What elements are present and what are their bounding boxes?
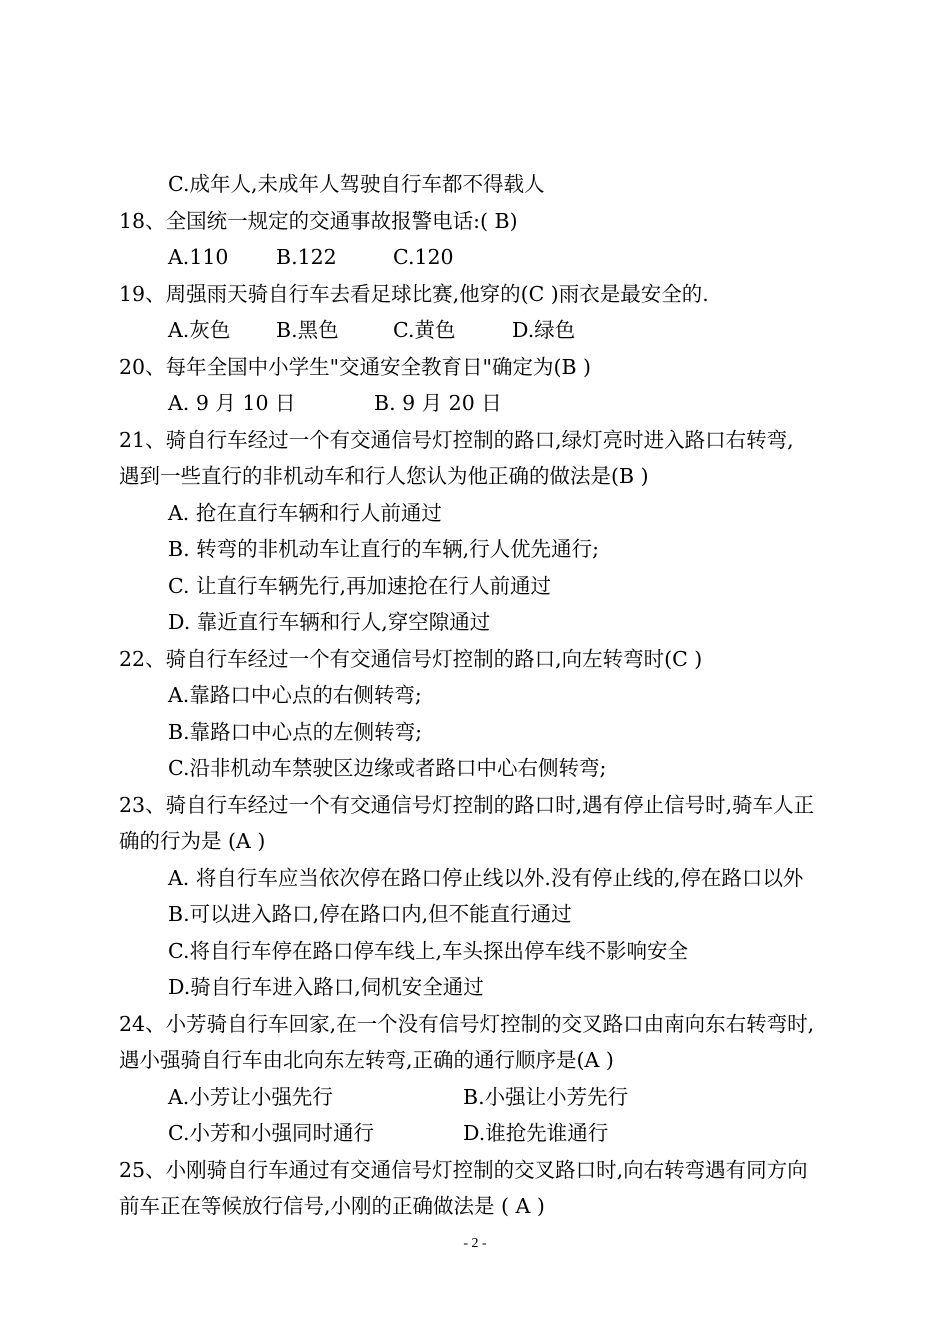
option-line: D.骑自行车进入路口,伺机安全通过 [168, 975, 484, 999]
question-line: 遇到一些直行的非机动车和行人您认为他正确的做法是(B ) [119, 464, 649, 488]
question-line: 25、小刚骑自行车通过有交通信号灯控制的交叉路口时,向右转弯遇有同方向 [119, 1157, 808, 1182]
question-line: 18、全国统一规定的交通事故报警电话:( B) [119, 208, 518, 233]
option-cell: A.110 [168, 245, 229, 269]
option-line: B.靠路口中心点的左侧转弯; [168, 719, 422, 744]
option-cell: A. 9 月 10 日 [168, 391, 296, 415]
option-cell: A.小芳让小强先行 [168, 1084, 333, 1109]
option-line: C.将自行车停在路口停车线上,车头探出停车线不影响安全 [168, 938, 688, 963]
question-line: 前车正在等候放行信号,小刚的正确做法是 ( A ) [119, 1194, 545, 1218]
option-cell: B. 9 月 20 日 [374, 391, 502, 415]
question-line: 23、骑自行车经过一个有交通信号灯控制的路口时,遇有停止信号时,骑车人正 [119, 792, 815, 817]
option-cell: B.黑色 [276, 318, 339, 342]
option-cell: C.小芳和小强同时通行 [168, 1121, 374, 1145]
option-line: A. 抢在直行车辆和行人前通过 [168, 500, 442, 525]
option-line: A. 将自行车应当依次停在路口停止线以外.没有停止线的,停在路口以外 [168, 865, 804, 890]
question-line: 21、骑自行车经过一个有交通信号灯控制的路口,绿灯亮时进入路口右转弯, [119, 427, 794, 452]
option-line: B. 转弯的非机动车让直行的车辆,行人优先通行; [168, 537, 600, 561]
option-line: A.靠路口中心点的右侧转弯; [168, 683, 422, 707]
option-cell: B.小强让小芳先行 [463, 1084, 629, 1109]
option-cell: D.谁抢先谁通行 [463, 1121, 609, 1145]
option-line: D. 靠近直行车辆和行人,穿空隙通过 [168, 610, 491, 634]
option-cell: D.绿色 [512, 318, 576, 342]
option-line: C.沿非机动车禁驶区边缘或者路口中心右侧转弯; [168, 756, 607, 780]
question-line: 遇小强骑自行车由北向东左转弯,正确的通行顺序是(A ) [119, 1048, 614, 1072]
option-cell: A.灰色 [168, 318, 231, 342]
option-line: C.成年人,未成年人驾驶自行车都不得载人 [168, 172, 545, 196]
option-cell: C.黄色 [393, 318, 456, 342]
question-line: 22、骑自行车经过一个有交通信号灯控制的路口,向左转弯时(C ) [119, 646, 703, 671]
option-line: C. 让直行车辆先行,再加速抢在行人前通过 [168, 573, 552, 598]
option-cell: B.122 [276, 245, 337, 269]
option-line: B.可以进入路口,停在路口内,但不能直行通过 [168, 902, 572, 926]
question-line: 19、周强雨天骑自行车去看足球比赛,他穿的(C )雨衣是最安全的. [119, 281, 709, 306]
question-line: 20、每年全国中小学生"交通安全教育日"确定为(B ) [119, 354, 592, 379]
question-line: 24、小芳骑自行车回家,在一个没有信号灯控制的交叉路口由南向东右转弯时, [119, 1011, 815, 1036]
page-number: - 2 - [463, 1236, 487, 1251]
question-line: 确的行为是 (A ) [119, 829, 266, 853]
option-cell: C.120 [393, 245, 454, 269]
